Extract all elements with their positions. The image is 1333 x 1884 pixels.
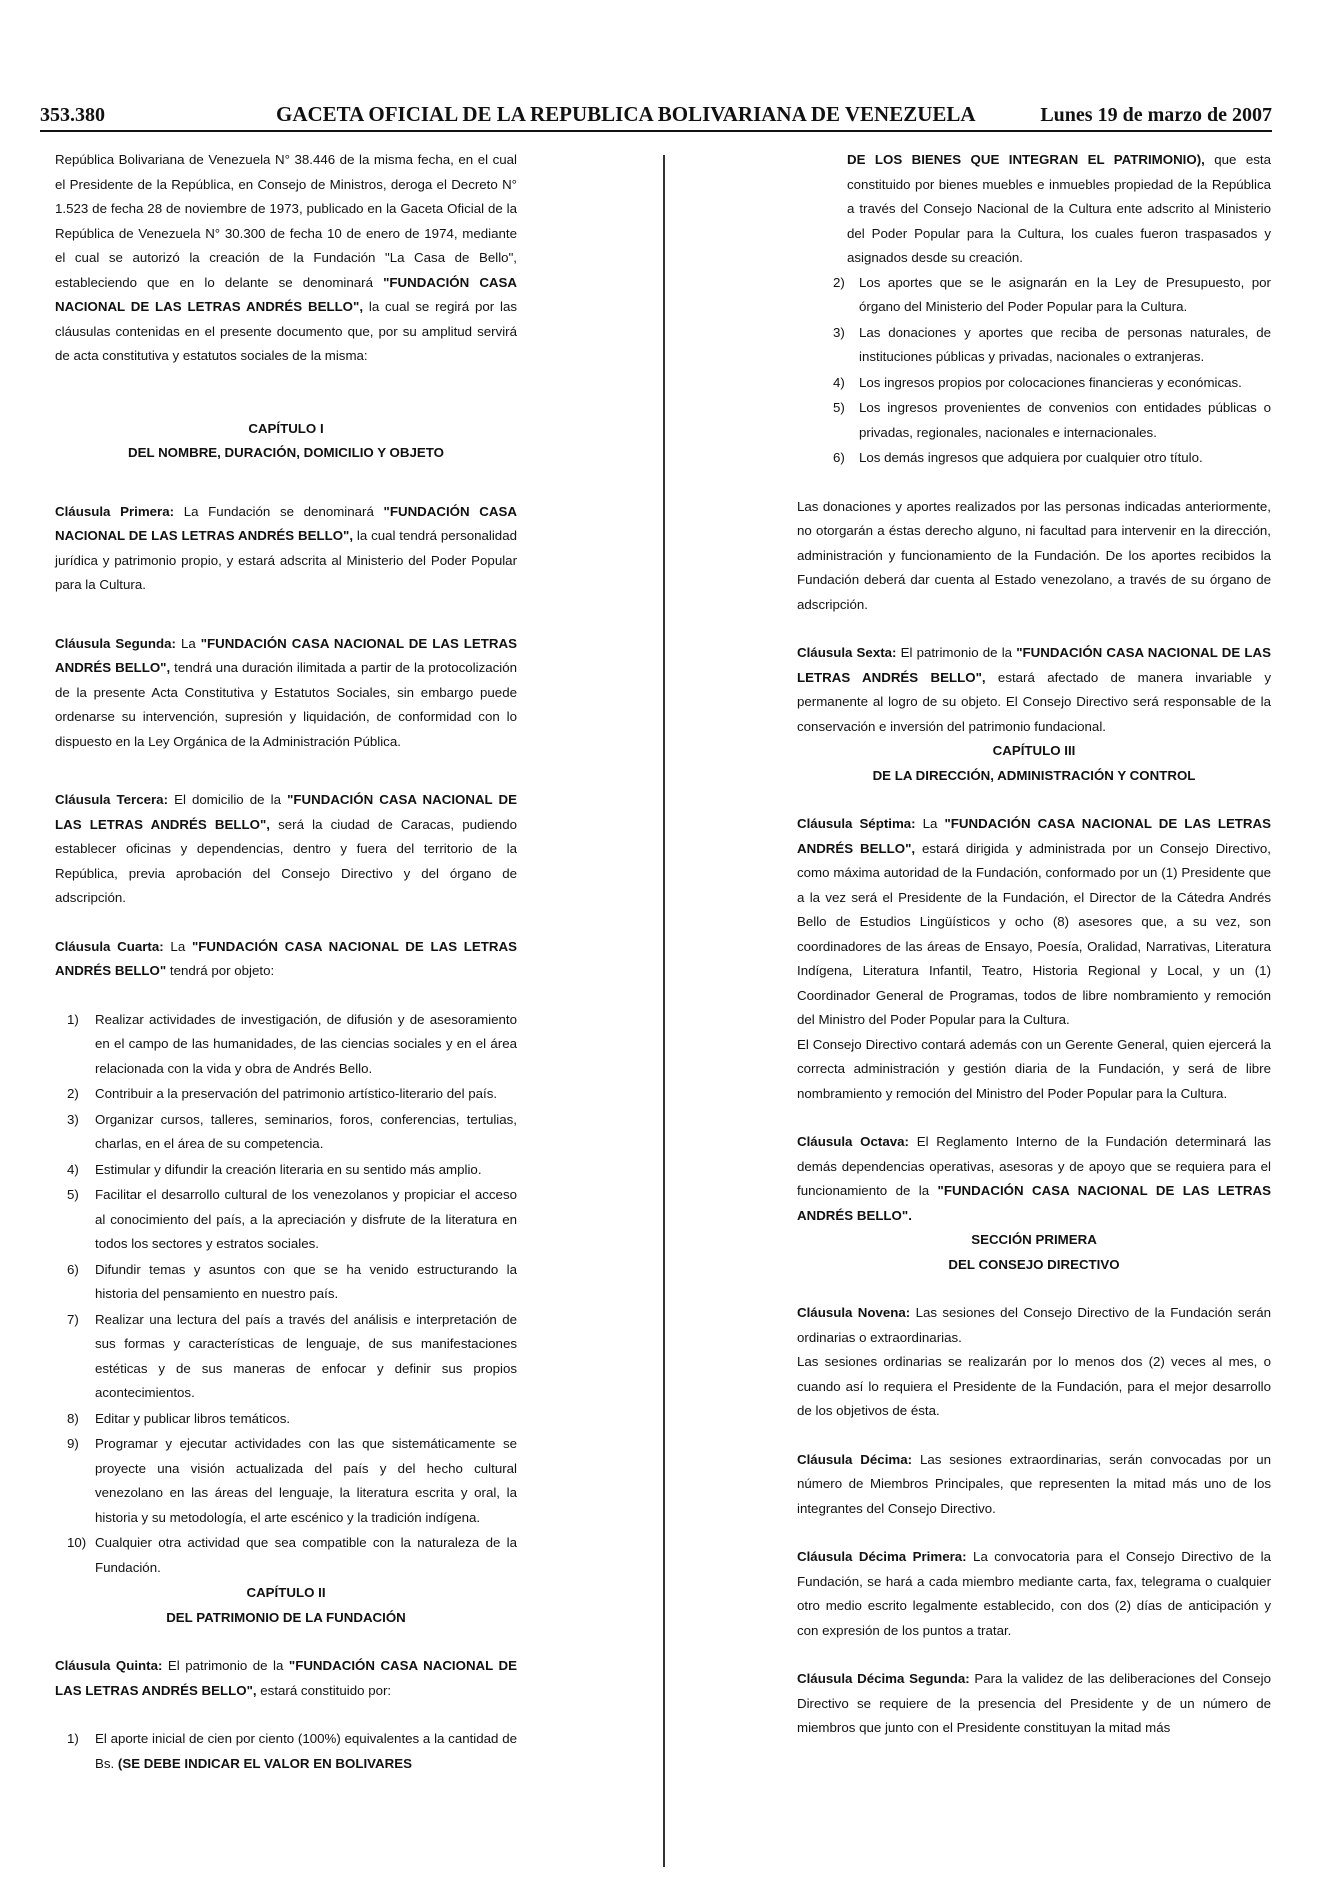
page-number: 353.380 [40, 104, 105, 126]
chapter-2-title: CAPÍTULO II [246, 1585, 326, 1600]
list-item: 4) Estimular y difundir la creación literaria en su sentido más amplio. [67, 1161, 482, 1177]
chapter-3-title: CAPÍTULO III [992, 743, 1076, 758]
list-item: 1) El aporte inicial de cien por ciento (100%) equivalentes a la cantidad de Bs. (SE DEBE INDICAR EL VALOR EN BOLIVARES [67, 1731, 517, 1771]
clause-10: Cláusula Décima: Las sesiones extraordinarias, serán convocadas por un número de Miembros Principales, que representen la mitad más uno de los integrantes del Consejo Directivo. [797, 1451, 1272, 1516]
clause-11: Cláusula Décima Primera: La convocatoria para el Consejo Directivo de la Fundación, se hará a cada miembro mediante carta, fax, telegrama o cualquier otro medio escrito legalmente establecido, con dos (2) días de anticipación y con expresión de los puntos a tratar. [797, 1549, 1271, 1638]
list-item: 3) Las donaciones y aportes que reciba de personas naturales, de instituciones públicas y privadas, nacionales o extranjeras. [833, 324, 1271, 364]
list-item: 3) Organizar cursos, talleres, seminarios, foros, conferencias, tertulias, charlas, en el área de su competencia. [67, 1111, 517, 1151]
list-item: 6) Los demás ingresos que adquiera por cualquier otro título. [833, 450, 1203, 465]
clause-9: Cláusula Novena: Las sesiones del Consejo Directivo de la Fundación serán ordinarias o extraordinarias. [797, 1305, 1271, 1345]
section-1-title: SECCIÓN PRIMERA [971, 1232, 1097, 1247]
gazette-header [40, 104, 1272, 132]
list-item: 2) Contribuir a la preservación del patrimonio artístico-literario del país. [67, 1086, 498, 1101]
clause-5-patrimony-list [55, 1727, 517, 1776]
clause-7-general-manager: El Consejo Directivo contará además con un Gerente General, quien ejercerá la correcta administración y gestión diaria de la Fundación, y será de libre nombramiento y remoción del Ministro del Poder Popular para la Cultura. [797, 1036, 1271, 1101]
chapter-3-subtitle: DE LA DIRECCIÓN, ADMINISTRACIÓN Y CONTROL [872, 767, 1196, 783]
chapter-1-subtitle: DEL NOMBRE, DURACIÓN, DOMICILIO Y OBJETO [128, 445, 444, 460]
list-item: 5) Los ingresos provenientes de convenios con entidades públicas o privadas, regionales, nacionales e internacionales. [833, 400, 1271, 440]
clause-12: Cláusula Décima Segunda: Para la validez de las deliberaciones del Consejo Directivo se requiere de la presencia del Presidente y de un número de miembros que junto con el Presidente constituyan la mitad más [797, 1671, 1271, 1735]
right-column [797, 148, 1271, 1741]
clause-6: Cláusula Sexta: El patrimonio de la "FUNDACIÓN CASA NACIONAL DE LAS LETRAS ANDRÉS BELLO", estará afectado de manera invariable y permanente al logro de su objeto. El Consejo Directivo será responsable de la conservación e inversión del patrimonio fundacional. [797, 645, 1271, 734]
list-item: 10) Cualquier otra actividad que sea compatible con la naturaleza de la Fundación. [67, 1535, 517, 1575]
chapter-2-subtitle: DEL PATRIMONIO DE LA FUNDACIÓN [166, 1609, 406, 1625]
list-item: 5) Facilitar el desarrollo cultural de los venezolanos y propiciar el acceso al conocimiento del país, a la apreciación y disfrute de la literatura en todos los sectores y estratos sociales. [67, 1187, 517, 1251]
clause-4-objects-list [55, 1008, 517, 1581]
column-divider [663, 155, 665, 1867]
clause-7: Cláusula Séptima: La "FUNDACIÓN CASA NACIONAL DE LAS LETRAS ANDRÉS BELLO", estará dirigida y administrada por un Consejo Directivo, como máxima autoridad de la Fundación, conformado por un (1) Presidente que a la vez será el Presidente de la Fundación, el Director de la Cátedra Andrés Bello de Estudios Lingüísticos y ocho (8) asesores que, a su vez, son coordinadores de las áreas de Ensayo, Poesía, Oralidad, Narrativas, Literatura Indígena, Literatura Infantil, Teatro, Historia Regional y Local, y un (1) Coordinador General de Programas, todos de libre nombramiento y remoción del Ministro del Poder Popular para la Cultura. [797, 816, 1272, 1027]
clause-3: Cláusula Tercera: El domicilio de la "FUNDACIÓN CASA NACIONAL DE LAS LETRAS ANDRÉS BELLO", será la ciudad de Caracas, pudiendo establecer oficinas y dependencias, dentro y fuera del territorio de la República, previa aprobación del Consejo Directivo y del órgano de adscripción. [55, 792, 517, 905]
list-item: 7) Realizar una lectura del país a través del análisis e interpretación de sus formas y características de lenguaje, de sus manifestaciones estéticas y de sus maneras de enfocar y definir sus propios acontecimientos. [67, 1311, 517, 1400]
left-column [55, 148, 517, 1777]
clause-5-patrimony-list-cont [797, 271, 1271, 471]
intro-paragraph: República Bolivariana de Venezuela N° 38.446 de la misma fecha, en el cual el Presidente de la República, en Consejo de Ministros, deroga el Decreto N° 1.523 de fecha 28 de noviembre de 1973, publicado en la Gaceta Oficial de la República de Venezuela N° 30.300 de fecha 10 de enero de 1974, mediante el cual se autorizó la creación de la Fundación "La Casa de Bello", estableciendo que en lo delante se denominará "FUNDACIÓN CASA NACIONAL DE LAS LETRAS ANDRÉS BELLO", la cual se regirá por las cláusulas contenidas en el presente documento que, por su amplitud servirá de acta constitutiva y estatutos sociales de la misma: [55, 152, 517, 363]
donations-paragraph: Las donaciones y aportes realizados por las personas indicadas anteriormente, no otorgarán a éstas derecho alguno, ni facultad para intervenir en la dirección, administración y funcionamiento de la Fundación. De los aportes recibidos la Fundación deberá dar cuenta al Estado venezolano, a través de su órgano de adscripción. [797, 498, 1271, 612]
list-item: 1) Realizar actividades de investigación, de difusión y de asesoramiento en el campo de las humanidades, de las ciencias sociales y en el área relacionada con la vida y obra de Andrés Bello. [67, 1011, 517, 1076]
section-1-subtitle: DEL CONSEJO DIRECTIVO [948, 1256, 1120, 1272]
clause-4: Cláusula Cuarta: La "FUNDACIÓN CASA NACIONAL DE LAS LETRAS ANDRÉS BELLO" tendrá por objeto: [55, 938, 517, 978]
clause-8: Cláusula Octava: El Reglamento Interno de la Fundación determinará las demás dependencias operativas, asesoras y de apoyo que se requiera para el funcionamiento de la "FUNDACIÓN CASA NACIONAL DE LAS LETRAS ANDRÉS BELLO". [797, 1134, 1271, 1223]
list-item: 6) Difundir temas y asuntos con que se ha venido estructurando la historia del pensamiento en nuestro país. [67, 1261, 517, 1301]
clause-5: Cláusula Quinta: El patrimonio de la "FUNDACIÓN CASA NACIONAL DE LAS LETRAS ANDRÉS BELLO", estará constituido por: [55, 1658, 517, 1698]
issue-date: Lunes 19 de marzo de 2007 [1040, 104, 1272, 126]
patrimony-continuation: DE LOS BIENES QUE INTEGRAN EL PATRIMONIO), que esta constituido por bienes muebles e inmuebles propiedad de la República a través del Consejo Nacional de la Cultura ente adscrito al Ministerio del Poder Popular para la Cultura, los cuales fueron traspasados y asignados desde su creación. [847, 152, 1271, 265]
clause-9-ordinary: Las sesiones ordinarias se realizarán por lo menos dos (2) veces al mes, o cuando así lo requiera el Presidente de la Fundación, para el mejor desarrollo de los objetivos de ésta. [797, 1354, 1271, 1418]
clause-1: Cláusula Primera: La Fundación se denominará "FUNDACIÓN CASA NACIONAL DE LAS LETRAS ANDRÉS BELLO", la cual tendrá personalidad jurídica y patrimonio propio, y estará adscrita al Ministerio del Poder Popular para la Cultura. [55, 503, 517, 592]
gazette-title: GACETA OFICIAL DE LA REPUBLICA BOLIVARIANA DE VENEZUELA [276, 102, 976, 126]
chapter-1-title: CAPÍTULO I [248, 420, 324, 436]
list-item: 4) Los ingresos propios por colocaciones financieras y económicas. [833, 374, 1242, 390]
list-item: 8) Editar y publicar libros temáticos. [67, 1410, 291, 1426]
list-item: 2) Los aportes que se le asignarán en la Ley de Presupuesto, por órgano del Ministerio del Poder Popular para la Cultura. [833, 274, 1271, 314]
clause-2: Cláusula Segunda: La "FUNDACIÓN CASA NACIONAL DE LAS LETRAS ANDRÉS BELLO", tendrá una duración ilimitada a partir de la protocolización de la presente Acta Constitutiva y Estatutos Sociales, sin embargo puede ordenarse su intervención, supresión y liquidación, de conformidad con lo dispuesto en la Ley Orgánica de la Administración Pública. [55, 635, 517, 749]
list-item: 9) Programar y ejecutar actividades con las que sistemáticamente se proyecte una visión actualizada del país y del hecho cultural venezolano en las áreas del lenguaje, la literatura escrita y oral, la historia y su metodología, el arte escénico y la tradición indígena. [67, 1436, 517, 1525]
